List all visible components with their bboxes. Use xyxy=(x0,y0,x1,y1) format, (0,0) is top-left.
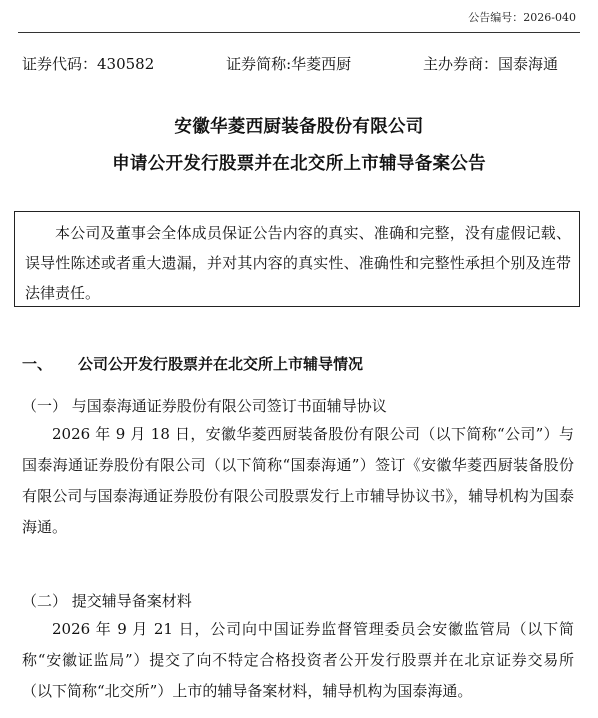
stock-code: 证券代码：430582 xyxy=(22,55,155,73)
sponsor-broker: 主办券商：国泰海通 xyxy=(422,55,558,73)
subsection-heading-1: （一） 与国泰海通证券股份有限公司签订书面辅导协议 xyxy=(22,397,387,415)
announcement-title: 申请公开发行股票并在北交所上市辅导备案公告 xyxy=(112,154,486,174)
stock-info-row xyxy=(22,53,558,74)
stock-abbreviation: 证券简称:华菱西厨 xyxy=(226,55,352,73)
company-title: 安徽华菱西厨装备股份有限公司 xyxy=(174,117,424,137)
header-divider xyxy=(18,32,580,33)
section-number: 一、 xyxy=(22,355,53,373)
paragraph-2: 2026 年 9 月 21 日，公司向中国证券监督管理委员会安徽监管局（以下简称“安徽证监局”）提交了向不特定合格投资者公开发行股票并在北京证券交易所（以下简称“北交所”）上市的辅导备案材料，辅导机构为国泰海通。 xyxy=(22,620,574,700)
section-heading xyxy=(22,353,363,374)
subsection-heading-2: （二） 提交辅导备案材料 xyxy=(22,592,192,610)
disclaimer-box: 本公司及董事会全体成员保证公告内容的真实、准确和完整，没有虚假记载、误导性陈述或者重大遗漏，并对其内容的真实性、准确性和完整性承担个别及连带法律责任。 xyxy=(14,211,580,307)
notice-number: 公告编号：2026-040 xyxy=(468,11,576,24)
section-title: 公司公开发行股票并在北交所上市辅导情况 xyxy=(78,355,364,373)
paragraph-1: 2026 年 9 月 18 日，安徽华菱西厨装备股份有限公司（以下简称“公司”）与国泰海通证券股份有限公司（以下简称“国泰海通”）签订《安徽华菱西厨装备股份有限公司与国泰海通证券股份有限公司股票发行上市辅导协议书》，辅导机构为国泰海通。 xyxy=(22,425,574,536)
